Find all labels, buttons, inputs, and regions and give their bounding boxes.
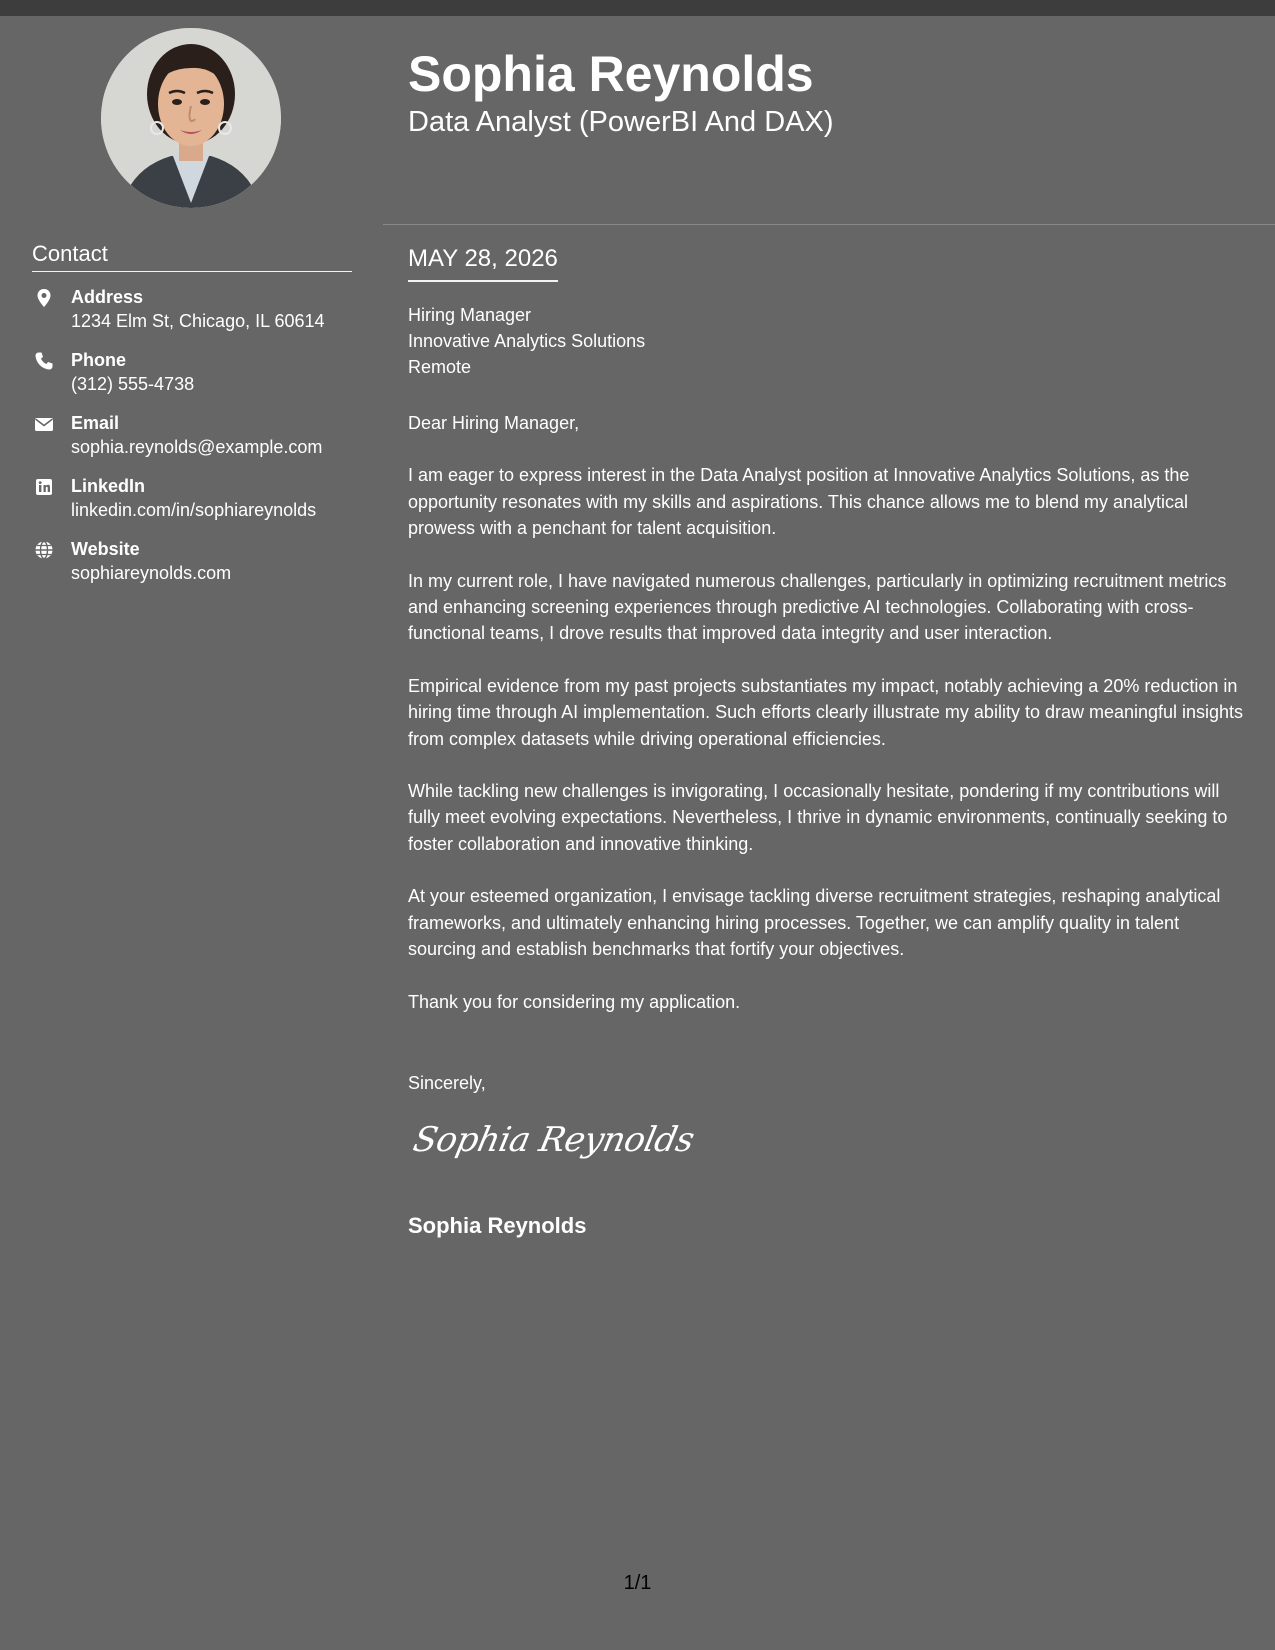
greeting: Dear Hiring Manager, xyxy=(408,413,580,433)
paragraph: While tackling new challenges is invigorating, I occasionally hesitate, pondering if my contributions will fully meet evolving expectations. Nevertheless, I thrive in dynamic environments, continually seeking to foster collaboration and innovative thinking. xyxy=(408,781,1228,854)
contact-value: linkedin.com/in/sophiareynolds xyxy=(71,500,317,520)
contact-label: Website xyxy=(71,539,140,559)
paragraph: Empirical evidence from my past projects substantiates my impact, notably achieving a 20% reduction in hiring time through AI implementation. Such efforts clearly illustrate my ability to draw meaningful insights from complex datasets while driving operational efficiencies. xyxy=(408,675,1244,749)
envelope-icon xyxy=(34,414,54,434)
recipient-block xyxy=(408,302,645,380)
profile-photo xyxy=(101,28,281,208)
linkedin-icon xyxy=(34,477,54,497)
contact-value: sophia.reynolds@example.com xyxy=(71,437,323,457)
contact-label: Phone xyxy=(71,350,127,370)
recipient-line: Innovative Analytics Solutions xyxy=(408,331,646,351)
contact-value: sophiareynolds.com xyxy=(71,563,232,583)
paragraph: At your esteemed organization, I envisage tackling diverse recruitment strategies, reshaping analytical frameworks, and ultimately enhancing hiring processes. Together, we can amplify quality in talent sourcing and establish benchmarks that fortify your objectives. xyxy=(408,886,1221,960)
paragraph: In my current role, I have navigated numerous challenges, particularly in optimizing recruitment metrics and enhancing screening experiences through predictive AI technologies. Collaborating with cross-functional teams, I drove results that improved data integrity and user interaction. xyxy=(408,570,1227,644)
contact-item-phone xyxy=(32,348,362,411)
letter-body xyxy=(408,410,1248,1041)
applicant-name: Sophia Reynolds xyxy=(408,46,814,102)
contact-value: 1234 Elm St, Chicago, IL 60614 xyxy=(71,311,325,331)
paragraph: I am eager to express interest in the Data Analyst position at Innovative Analytics Solutions, as the opportunity resonates with my skills and aspirations. This chance allows me to blend my analytical prowess with a penchant for talent acquisition. xyxy=(408,465,1190,539)
signed-name: Sophia Reynolds xyxy=(408,1213,587,1238)
recipient-line: Remote xyxy=(408,357,472,377)
location-pin-icon xyxy=(34,288,54,308)
contact-label: Address xyxy=(71,287,144,307)
contact-section-title: Contact xyxy=(32,240,352,272)
page-number: 1/1 xyxy=(623,1572,652,1594)
contact-value: (312) 555-4738 xyxy=(71,374,195,394)
job-title: Data Analyst (PowerBI And DAX) xyxy=(408,106,834,138)
header-divider xyxy=(383,224,1275,225)
handwritten-signature: Sophia Reynolds xyxy=(409,1120,698,1160)
contact-label: Email xyxy=(71,413,120,433)
phone-icon xyxy=(34,351,54,371)
top-strip xyxy=(0,0,1275,16)
letter-date: MAY 28, 2026 xyxy=(408,244,558,282)
contact-item-linkedin xyxy=(32,474,362,537)
closing: Sincerely, xyxy=(408,1073,486,1093)
contact-label: LinkedIn xyxy=(71,476,146,496)
recipient-line: Hiring Manager xyxy=(408,305,532,325)
contact-item-address xyxy=(32,285,362,348)
contact-item-website xyxy=(32,537,362,600)
contact-list xyxy=(32,285,362,600)
paragraph: Thank you for considering my application. xyxy=(408,991,741,1012)
contact-item-email xyxy=(32,411,362,474)
globe-icon xyxy=(34,540,54,560)
